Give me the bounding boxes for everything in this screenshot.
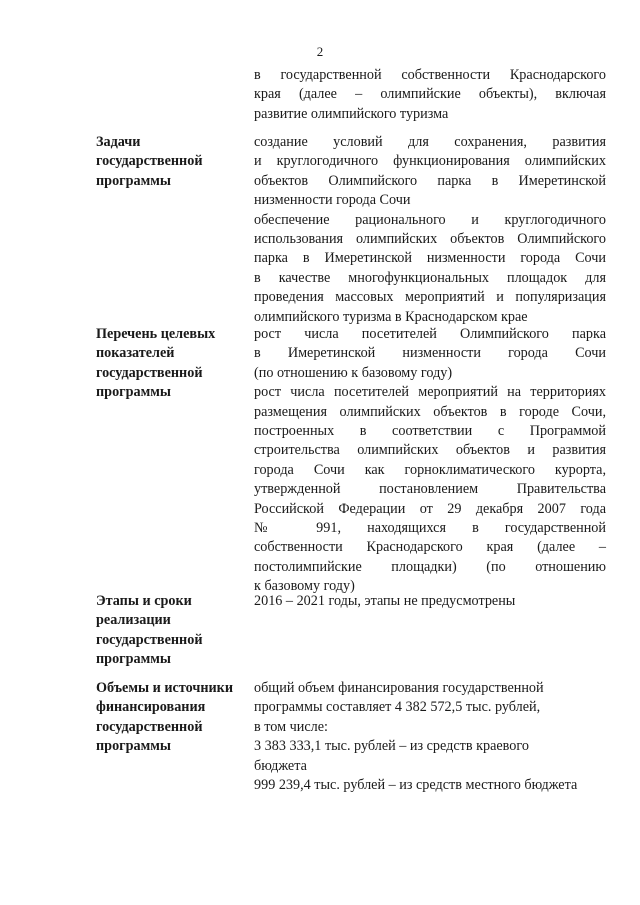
text-line: построенных в соответствии с Программой [254,423,606,440]
text-line: использования олимпийских объектов Олимпийского [254,231,606,248]
section-value [254,325,606,597]
text-line: (по отношению к базовому году) [254,364,453,381]
label-line: Перечень целевых [96,326,216,342]
text-line: города Сочи как горноклиматического курорта, [254,461,606,478]
text-line: олимпийского туризма в Краснодарском крае [254,308,528,325]
text-line: и круглогодичного функционирования олимпийских [254,153,606,170]
text-line: программы составляет 4 382 572,5 тыс. рублей, [254,699,541,716]
text-line: в том числе: [254,718,328,735]
section-label [96,592,246,670]
label-line: реализации [96,612,171,629]
section-value [254,592,606,611]
text-line: в Имеретинской низменности города Сочи [254,345,606,362]
text-line: размещения олимпийских объектов в городе Сочи, [254,403,606,420]
text-line: объектов Олимпийского парка в Имеретинской [254,172,606,189]
text-line: бюджета [254,757,307,774]
text-line: 999 239,4 тыс. рублей – из средств местного бюджета [254,777,578,794]
section-value [254,133,606,327]
label-line: государственной [96,153,203,170]
text-line: обеспечение рационального и круглогодичного [254,211,606,228]
text-line: парка в Имеретинской низменности города Сочи [254,250,606,267]
page-number: 2 [316,44,324,59]
text-line: утвержденной постановлением Правительства [254,481,606,498]
text-line: 3 383 333,1 тыс. рублей – из средств краевого [254,738,529,755]
label-line: программы [96,172,171,189]
label-line: государственной [96,364,203,381]
label-line: финансирования [96,699,206,716]
section-value [254,679,606,795]
label-line: Этапы и сроки [96,593,192,609]
text-line: 2016 – 2021 годы, этапы не предусмотрены [254,593,516,609]
text-line: общий объем финансирования государственной [254,680,544,696]
text-line: собственности Краснодарского края (далее – [254,539,606,556]
text-line: № 991, находящихся в государственной [254,520,606,537]
text-line: в качестве многофункциональных площадок для [254,269,606,286]
label-line: программы [96,384,171,401]
intro-text [254,66,606,124]
text-line: рост числа посетителей Олимпийского парка [254,326,606,342]
text-line: постолимпийские площадки) (по отношению [254,558,606,575]
text-line: развитие олимпийского туризма [254,105,449,122]
text-line: низменности города Сочи [254,192,411,209]
section-label [96,133,246,191]
text-line: рост числа посетителей мероприятий на территориях [254,384,606,401]
label-line: программы [96,738,171,755]
text-line: в государственной собственности Краснодарского [254,67,606,83]
section-label [96,679,246,757]
text-line: края (далее – олимпийские объекты), включая [254,86,606,103]
text-line: создание условий для сохранения, развития [254,134,606,150]
label-line: государственной [96,631,203,648]
label-line: государственной [96,718,203,735]
section-label [96,325,246,403]
label-line: Объемы и источники [96,680,234,696]
text-line: строительства олимпийских объектов и развития [254,442,606,459]
label-line: Задачи [96,134,141,150]
label-line: программы [96,651,171,668]
text-line: к базовому году) [254,578,355,595]
label-line: показателей [96,345,175,362]
text-line: Российской Федерации от 29 декабря 2007 года [254,500,606,517]
text-line: проведения массовых мероприятий и популяризация [254,289,606,306]
